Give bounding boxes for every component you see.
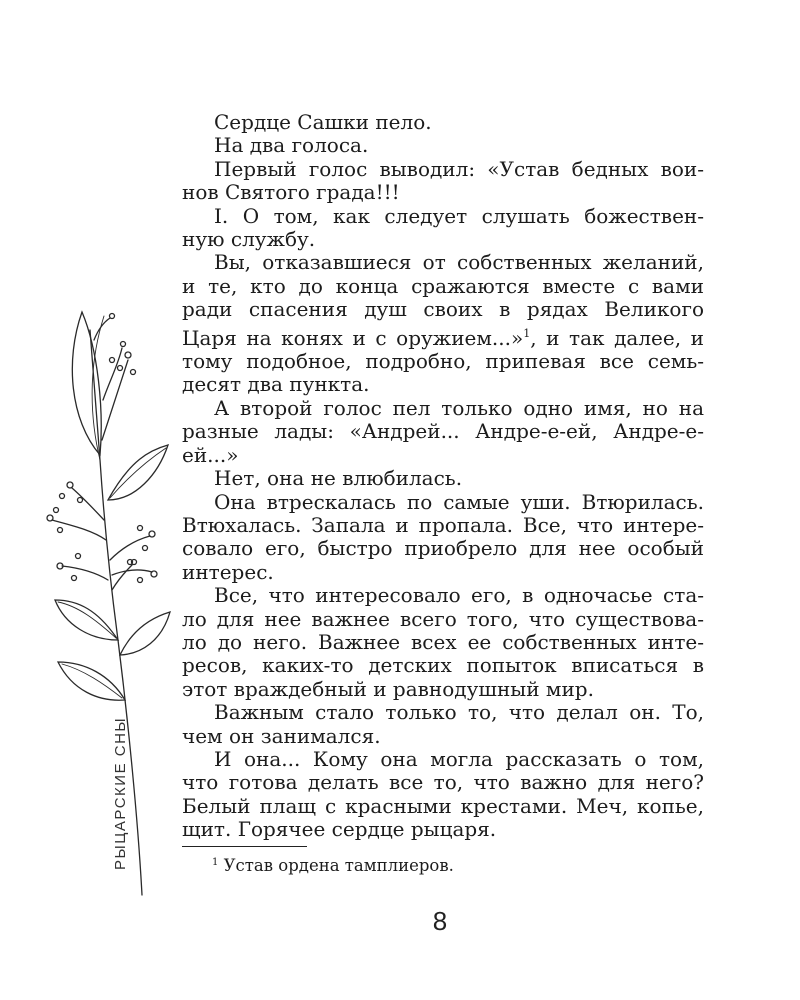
text-line: интерес. <box>182 559 274 584</box>
twig <box>112 570 152 575</box>
text-line: что готова делать все то, что важно для него? <box>182 770 704 795</box>
text-line: ей...» <box>182 442 239 467</box>
paragraph <box>182 701 704 748</box>
text-line: А второй голос пел только одно имя, но на <box>214 395 704 420</box>
text-line: Вы, отказавшиеся от собственных желаний, <box>214 250 704 275</box>
text-line-with-footnote <box>182 322 704 350</box>
text-line: совало его, быстро приобрело для нее особый <box>182 536 704 561</box>
twig <box>52 520 106 540</box>
footnote-text: Устав ордена тамплиеров. <box>223 856 454 875</box>
paragraph <box>182 158 704 205</box>
running-head: РЫЦАРСКИЕ СНЫ <box>112 716 129 870</box>
text-line: Она втрескалась по самые уши. Втюрилась. <box>214 489 704 514</box>
text-line: Втюхалась. Запала и пропала. Все, что интере- <box>182 512 704 537</box>
leaf <box>55 600 118 640</box>
text-line: Первый голос выводил: «Устав бедных вои- <box>214 156 704 181</box>
paragraph <box>182 111 704 134</box>
text-line: Важным стало только то, что делал он. То, <box>214 700 704 725</box>
twig <box>72 488 104 520</box>
text-line: и те, кто до конца сражаются вместе с вами <box>182 273 704 298</box>
paragraph <box>182 134 704 157</box>
twig <box>112 565 132 590</box>
leaf <box>58 602 116 638</box>
paragraph <box>182 491 704 585</box>
botanical-branch-illustration <box>0 0 200 920</box>
main-text <box>182 111 704 842</box>
text-segment: Царя на конях и с оружием...»$^1$, и так далее, и <box>182 325 704 350</box>
text-line: ресов, каких-то детских попыток вписаться в <box>182 653 704 678</box>
text-line: ную службу. <box>182 227 316 252</box>
text-line: щит. Горячее сердце рыцаря. <box>182 817 497 842</box>
paragraph <box>182 251 704 396</box>
text-line: Нет, она не влюбилась. <box>214 466 463 491</box>
text-line: чем он занимался. <box>182 723 381 748</box>
footnote-divider <box>182 846 307 847</box>
leaf <box>110 448 166 498</box>
leaf <box>58 662 125 700</box>
paragraph <box>182 584 704 701</box>
leaf <box>120 612 170 655</box>
text-line: ло для нее важнее всего того, что существова- <box>182 606 704 631</box>
twig <box>103 348 122 400</box>
text-line: И она... Кому она могла рассказать о том, <box>214 746 704 771</box>
footnote <box>212 853 454 876</box>
twig <box>102 360 128 440</box>
footnote-ref: 1 <box>523 326 531 340</box>
text-line: разные лады: «Андрей... Андре-е-ей, Андре-е- <box>182 419 704 444</box>
paragraph <box>182 205 704 252</box>
paragraph <box>182 748 704 842</box>
text-line: ради спасения душ своих в рядах Великого <box>182 297 704 322</box>
twig <box>110 536 150 560</box>
paragraph <box>182 467 704 490</box>
text-line: ло до него. Важнее всех ее собственных инте- <box>182 629 704 654</box>
text-line: Все, что интересовало его, в одночасье ста- <box>214 583 704 608</box>
text-line: Белый плащ с красными крестами. Меч, копье, <box>182 793 704 818</box>
text-line: этот враждебный и равнодушный мир. <box>182 676 594 701</box>
text-line: I. О том, как следует слушать божествен- <box>214 203 704 228</box>
paragraph <box>182 397 704 467</box>
text-line: тому подобное, подробно, припевая все семь- <box>182 349 704 374</box>
page-number: 8 <box>432 906 448 936</box>
text-line: нов Святого града!!! <box>182 180 400 205</box>
text-line: На два голоса. <box>214 133 369 158</box>
footnote-mark: 1 <box>212 857 219 868</box>
text-line: Сердце Сашки пело. <box>214 110 432 134</box>
text-line: десят два пункта. <box>182 372 370 397</box>
twig <box>62 566 108 580</box>
